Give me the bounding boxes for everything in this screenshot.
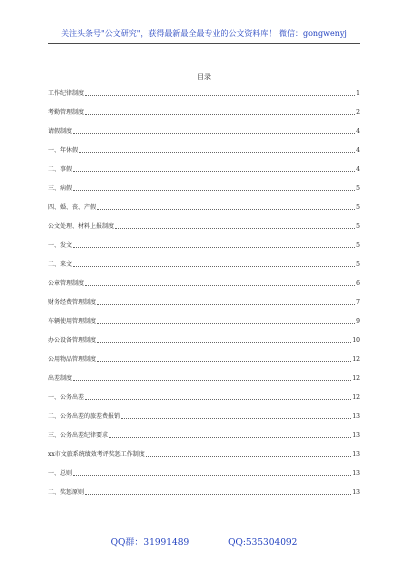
toc-dot-leader <box>73 247 355 248</box>
toc-entry[interactable] <box>48 354 360 364</box>
toc-dot-leader <box>85 285 355 286</box>
toc-entry-label: 办公设备管理制度 <box>48 337 97 344</box>
toc-entry-label: 二、来文 <box>48 261 73 268</box>
toc-entry[interactable] <box>48 297 360 307</box>
toc-entry[interactable] <box>48 449 360 459</box>
toc-entry-page: 5 <box>356 242 360 249</box>
toc-entry[interactable] <box>48 164 360 174</box>
header-banner: 关注头条号"公文研究"，获得最新最全最专业的公文资料库！ 微信：gongwenyj <box>61 29 347 38</box>
toc-dot-leader <box>73 475 351 476</box>
toc-dot-leader <box>97 304 355 305</box>
toc-entry-page: 6 <box>356 280 360 287</box>
toc-entry-label: xx市文旅系统绩效考评奖惩工作制度 <box>48 451 145 458</box>
toc-entry-page: 5 <box>356 204 360 211</box>
toc-entry[interactable] <box>48 316 360 326</box>
toc-entry-label: 财务经费管理制度 <box>48 299 97 306</box>
toc-dot-leader <box>97 209 355 210</box>
toc-dot-leader <box>73 266 355 267</box>
toc-dot-leader <box>79 152 355 153</box>
toc-entry[interactable] <box>48 240 360 250</box>
toc-dot-leader <box>146 456 352 457</box>
toc-entry[interactable] <box>48 202 360 212</box>
toc-entry-label: 车辆使用管理制度 <box>48 318 97 325</box>
toc-entry-label: 二、奖惩原则 <box>48 489 85 496</box>
toc-entry-page: 5 <box>356 185 360 192</box>
toc-entry-label: 四、婚、丧、产假 <box>48 204 97 211</box>
toc-entry-label: 考勤管理制度 <box>48 109 85 116</box>
toc-entry-page: 1 <box>356 90 360 97</box>
toc-entry-label: 工作纪律制度 <box>48 90 85 97</box>
toc-entry-label: 出差制度 <box>48 375 73 382</box>
toc-entry-label: 三、病假 <box>48 185 73 192</box>
toc-entry-label: 一、发文 <box>48 242 73 249</box>
toc-entry-page: 13 <box>352 413 360 420</box>
toc-entry-page: 13 <box>352 489 360 496</box>
toc-entry[interactable] <box>48 392 360 402</box>
toc-dot-leader <box>73 171 355 172</box>
toc-entry-page: 4 <box>356 166 360 173</box>
toc-entry-page: 2 <box>356 109 360 116</box>
footer-qq: QQ:535304092 <box>228 538 298 548</box>
toc-entry-label: 一、总则 <box>48 470 73 477</box>
toc-entry-page: 13 <box>352 451 360 458</box>
toc-entry[interactable] <box>48 335 360 345</box>
toc-entry-label: 请假制度 <box>48 128 73 135</box>
toc-entry-page: 13 <box>352 470 360 477</box>
toc-dot-leader <box>85 95 355 96</box>
toc-dot-leader <box>97 361 351 362</box>
toc-entry[interactable] <box>48 221 360 231</box>
toc-entry-page: 10 <box>352 337 360 344</box>
toc-entry[interactable] <box>48 88 360 98</box>
toc-entry-page: 5 <box>356 261 360 268</box>
toc-entry-label: 一、年休假 <box>48 147 79 154</box>
toc-entry-label: 一、公务出差 <box>48 394 85 401</box>
toc-entry[interactable] <box>48 107 360 117</box>
toc-entry-page: 4 <box>356 147 360 154</box>
toc-dot-leader <box>73 133 355 134</box>
toc-entry-label: 三、公务出差纪律要求 <box>48 432 109 439</box>
toc-entry-label: 公用物品管理制度 <box>48 356 97 363</box>
toc-title: 目录 <box>197 73 211 81</box>
toc-dot-leader <box>73 380 351 381</box>
toc-entry[interactable] <box>48 411 360 421</box>
toc-entry[interactable] <box>48 487 360 497</box>
toc-dot-leader <box>73 190 355 191</box>
toc-entry[interactable] <box>48 183 360 193</box>
toc-entry[interactable] <box>48 259 360 269</box>
toc-entry-label: 公文处理、材料上报制度 <box>48 223 115 230</box>
toc-entry-label: 公章管理制度 <box>48 280 85 287</box>
toc-dot-leader <box>97 323 355 324</box>
header-rule <box>48 43 360 44</box>
toc-entry-page: 7 <box>356 299 360 306</box>
toc-entry[interactable] <box>48 145 360 155</box>
toc-entry[interactable] <box>48 126 360 136</box>
toc-entry-page: 12 <box>352 394 360 401</box>
toc-entry-page: 13 <box>352 432 360 439</box>
toc-entry[interactable] <box>48 278 360 288</box>
toc-entry-label: 二、事假 <box>48 166 73 173</box>
footer <box>0 535 408 548</box>
toc-dot-leader <box>85 114 355 115</box>
footer-qq-group: QQ群：31991489 <box>110 538 190 548</box>
toc-dot-leader <box>115 228 355 229</box>
toc-entry-page: 4 <box>356 128 360 135</box>
toc-entry-label: 二、公务出差的旅差费报销 <box>48 413 121 420</box>
toc-entry-page: 12 <box>352 356 360 363</box>
toc-dot-leader <box>121 418 351 419</box>
toc-dot-leader <box>85 494 351 495</box>
toc-dot-leader <box>97 342 351 343</box>
toc-entry-page: 5 <box>356 223 360 230</box>
toc-entry[interactable] <box>48 430 360 440</box>
toc-entry[interactable] <box>48 373 360 383</box>
toc-dot-leader <box>109 437 351 438</box>
toc-entry-page: 9 <box>356 318 360 325</box>
toc-entry-page: 12 <box>352 375 360 382</box>
toc-entry[interactable] <box>48 468 360 478</box>
toc-dot-leader <box>85 399 351 400</box>
